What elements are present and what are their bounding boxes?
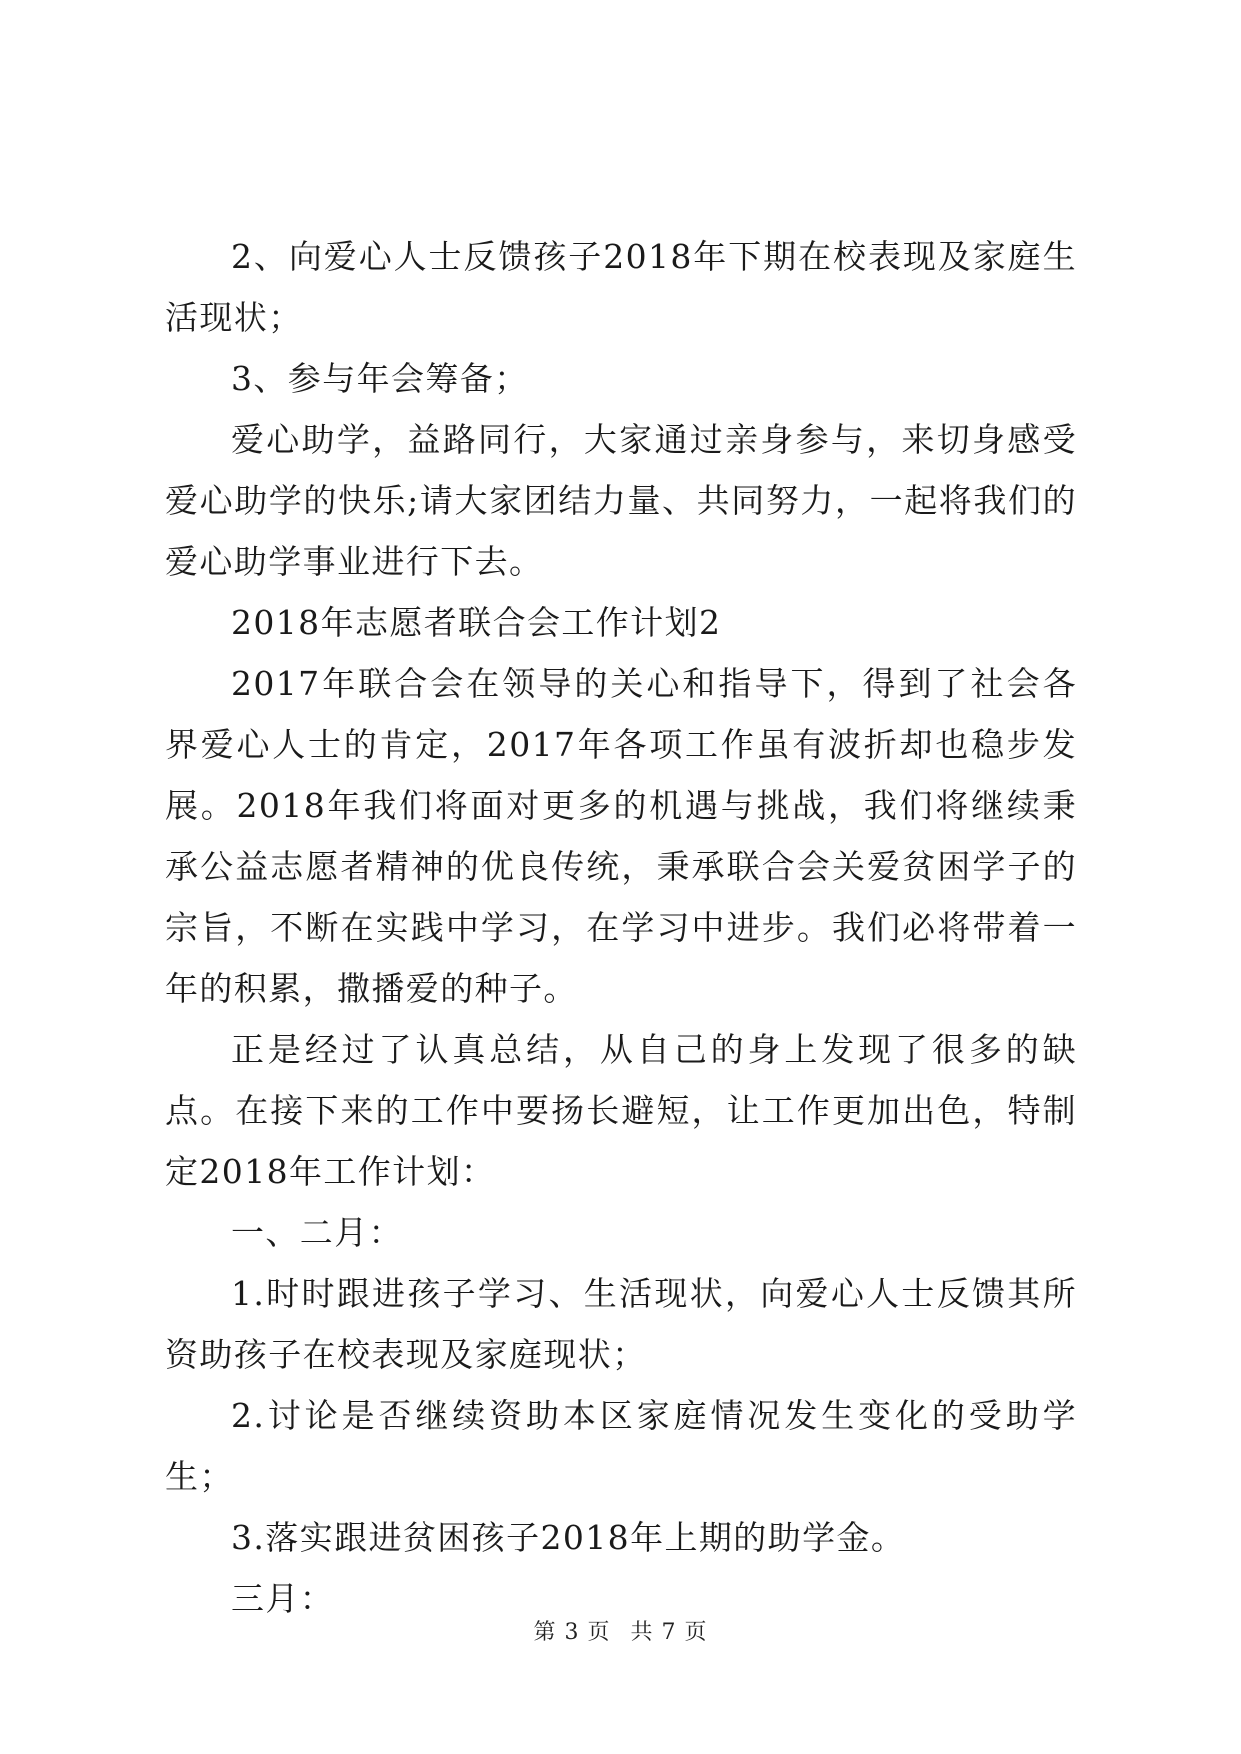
page-total: 共 7 页 bbox=[630, 1620, 708, 1645]
paragraph-closing-remarks: 爱心助学，益路同行，大家通过亲身参与，来切身感受爱心助学的快乐;请大家团结力量、共同努力，一起将我们的爱心助学事业进行下去。 bbox=[165, 420, 1077, 581]
heading-march: 三月： bbox=[231, 1579, 335, 1618]
list-item-discuss-funding: 2.讨论是否继续资助本区家庭情况发生变化的受助学生； bbox=[165, 1396, 1077, 1496]
list-item-implement-aid: 3.落实跟进贫困孩子2018年上期的助学金。 bbox=[231, 1518, 906, 1557]
list-item-follow-up: 1.时时跟进孩子学习、生活现状，向爱心人士反馈其所资助孩子在校表现及家庭现状； bbox=[165, 1274, 1077, 1374]
heading-jan-feb: 一、二月： bbox=[231, 1213, 403, 1252]
paragraph-item-2-feedback: 2、向爱心人士反馈孩子2018年下期在校表现及家庭生活现状； bbox=[165, 237, 1077, 337]
page-number: 第 3 页 bbox=[533, 1620, 611, 1645]
document-body bbox=[165, 226, 1077, 1629]
page-footer bbox=[0, 1615, 1241, 1646]
paragraph-2017-review: 2017年联合会在领导的关心和指导下，得到了社会各界爱心人士的肯定，2017年各项工作虽有波折却也稳步发展。2018年我们将面对更多的机遇与挑战，我们将继续秉承公益志愿者精神的优良传统，秉承联合会关爱贫困学子的宗旨，不断在实践中学习，在学习中进步。我们必将带着一年的积累，撒播爱的种子。 bbox=[165, 664, 1077, 1008]
paragraph-plan-intro: 正是经过了认真总结，从自己的身上发现了很多的缺点。在接下来的工作中要扬长避短，让工作更加出色，特制定2018年工作计划： bbox=[165, 1030, 1077, 1191]
paragraph-item-3-annual-meeting: 3、参与年会筹备； bbox=[231, 359, 529, 398]
section-title-work-plan-2: 2018年志愿者联合会工作计划2 bbox=[231, 603, 722, 642]
